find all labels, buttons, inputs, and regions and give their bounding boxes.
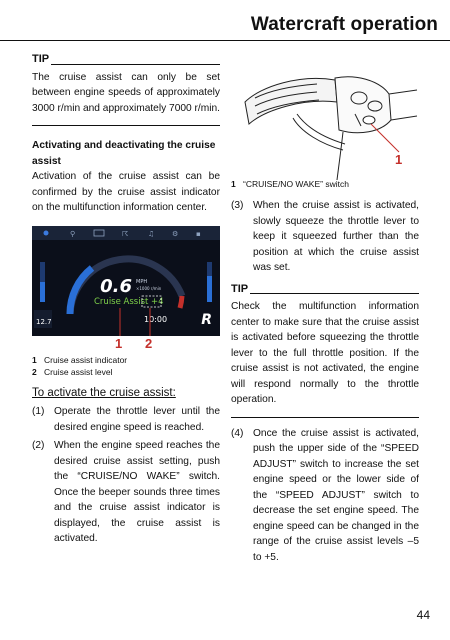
- cruise-assist-indicator: Cruise Assist +4: [94, 296, 164, 307]
- dashboard-figure: [32, 226, 220, 351]
- callout-leaders: [32, 226, 220, 352]
- procedure-step: (1) Operate the throttle lever until the desired engine speed is reached.: [32, 406, 220, 433]
- caption-item: 1 Cruise assist indicator: [32, 354, 128, 365]
- tip-heading: [32, 52, 220, 68]
- procedure-steps: [32, 404, 220, 547]
- page-header-title: Watercraft operation: [250, 14, 438, 35]
- page-number: 44: [416, 608, 430, 622]
- svg-text:♫: ♫: [148, 229, 155, 238]
- voltage-readout: 12.7: [36, 317, 52, 326]
- svg-text:▪: ▪: [196, 229, 201, 238]
- caption-item: 2 Cruise assist level: [32, 366, 113, 377]
- tip-label: TIP: [32, 53, 50, 65]
- unit-bottom: ×1000 r/min: [136, 285, 162, 291]
- caption-item: 1 “CRUISE/NO WAKE” switch: [231, 179, 349, 189]
- tip-end-rule: [231, 417, 419, 418]
- handlebar-figure: [231, 40, 419, 180]
- svg-text:☈: ☈: [122, 229, 129, 238]
- unit-top: MPH: [136, 278, 148, 285]
- clock-readout: 10:00: [144, 314, 168, 324]
- handlebar-illustration: [231, 40, 419, 180]
- left-column: [32, 52, 220, 550]
- procedure-step: (3) When the cruise assist is activated, slowly squeeze the throttle lever to keep it squeezed further than the position at which the cruise assist was set.: [231, 200, 419, 273]
- callout-1: 1: [115, 335, 123, 351]
- tip-end-rule: [32, 125, 220, 126]
- svg-text:⚲: ⚲: [70, 229, 76, 238]
- procedure-step: (4) Once the cruise assist is activated, push the upper side of the “SPEED ADJUST” switch to increase the set engine speed or the lower side of the “SPEED ADJUST” switch to decrease the set engine speed. The engine speed can be changed in the range of the cruise assist levels –5 to +5.: [231, 427, 419, 563]
- procedure-title: To activate the cruise assist:: [32, 386, 176, 399]
- tip-heading: [231, 282, 419, 298]
- procedure-step: (2) When the engine speed reaches the desired cruise assist setting, push the “CRUISE/NO WAKE” switch. Once the beeper sounds three times and the cruise assist indicator is displayed, the cruise assist is activated.: [32, 440, 220, 544]
- reverse-mode-indicator: R: [201, 311, 212, 328]
- tip-label: TIP: [231, 282, 249, 295]
- section-text: Activation of the cruise assist can be confirmed by the cruise assist indicator on the multifunction information center.: [32, 171, 220, 213]
- right-column: [231, 40, 419, 568]
- svg-text:⚙: ⚙: [172, 229, 179, 238]
- tip-text: Check the multifunction information center to make sure that the cruise assist is activated before squeezing the throttle lever to the full throttle position. If the cruise assist is not activated, the engine will respond normally to the throttle operation.: [231, 301, 419, 405]
- tip-text: The cruise assist can only be set between engine speeds of approximately 3000 r/min and approximately 7000 r/min.: [32, 71, 221, 114]
- speed-reading: 0.6: [100, 275, 132, 297]
- callout-2: 2: [145, 335, 153, 351]
- figure-callout-1: 1: [395, 152, 403, 167]
- section-title: Activating and deactivating the cruise assist: [32, 140, 216, 167]
